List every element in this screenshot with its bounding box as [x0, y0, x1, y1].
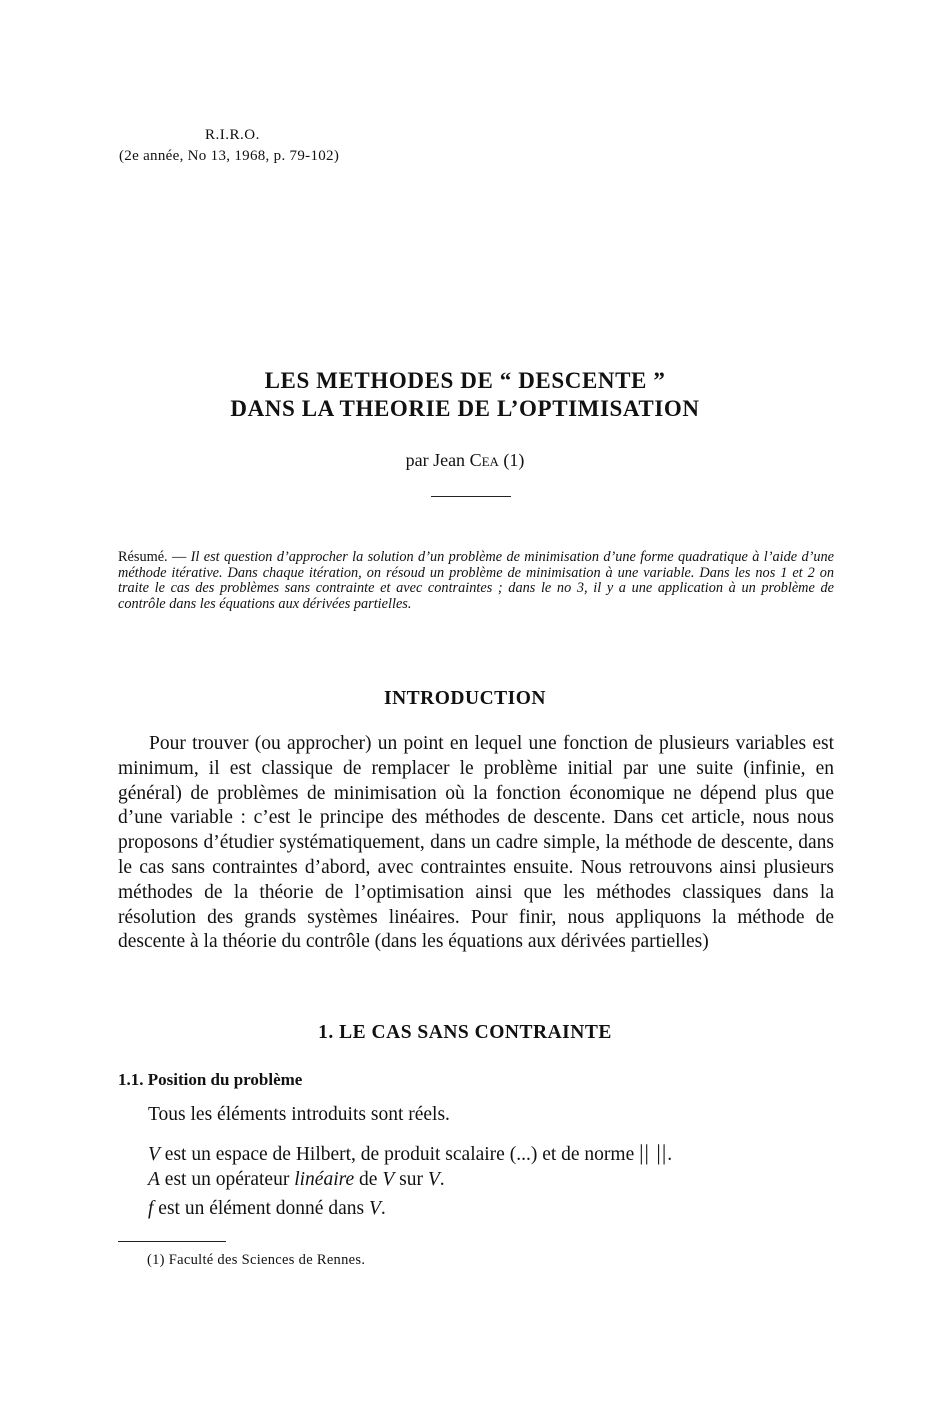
- abstract-label: Résumé. —: [118, 549, 191, 565]
- symbol-f: f: [148, 1198, 154, 1219]
- introduction-paragraph: Pour trouver (ou approcher) un point en lequel une fonction de plusieurs variables est minimum, il est classique de remplacer le problème initial par une suite (infinie, en général) de problèmes de minimisation où la fonction économique ne dépend plus que d’une variable : c’est le principe des méthodes de descente. Dans cet article, nous nous proposons d’étudier systématiquement, dans un cadre simple, la méthode de descente, dans le cas sans contraintes d’abord, avec contraintes ensuite. Nous retrouvons ainsi plusieurs méthodes de la théorie de l’optimisation ainsi que les méthodes classiques dans la résolution des grands systèmes linéaires. Pour finir, nous appliquons la méthode de descente à la théorie du contrôle (dans les équations aux dérivées partielles): [118, 733, 834, 953]
- statement-text: de: [354, 1169, 383, 1190]
- symbol-v: V: [148, 1144, 160, 1165]
- abstract-text: Il est question d’approcher la solution d’un problème de minimisation d’une forme quadratique à l’aide d’une méthode itérative. Dans chaque itération, on résoud un problème de minimisation à une variable. Dans les nos 1 et 2 on traite le cas des problèmes sans contrainte et avec contraintes ; dans le no 3, il y a une application à un problème de contrôle dans les équations aux dérivées partielles.: [118, 549, 834, 612]
- statement-element-f: [148, 1198, 386, 1220]
- introduction-body: [118, 732, 834, 955]
- statement-text: sur: [394, 1169, 428, 1190]
- abstract: [118, 550, 834, 612]
- statement-text: est un élément donné dans: [153, 1198, 369, 1219]
- statement-operator: [148, 1169, 445, 1191]
- statement-real-elements: Tous les éléments introduits sont réels.: [148, 1104, 450, 1125]
- statement-end: .: [380, 1198, 386, 1219]
- author-footnote-mark: (1): [503, 450, 525, 470]
- author-prefix: par Jean: [405, 450, 466, 470]
- statement-hilbert-space: [148, 1140, 672, 1166]
- symbol-v: V: [382, 1169, 395, 1190]
- norm-symbol: || ||: [639, 1140, 668, 1165]
- symbol-v: V: [368, 1198, 381, 1219]
- statement-text: est un espace de Hilbert, de produit scalaire (...) et de norme: [159, 1144, 640, 1165]
- title-line-2: DANS LA THEORIE DE L’OPTIMISATION: [230, 396, 700, 421]
- symbol-v: V: [427, 1169, 440, 1190]
- statement-text: est un opérateur: [159, 1169, 295, 1190]
- title-line-1: LES METHODES DE “ DESCENTE ”: [264, 368, 666, 393]
- footnote: (1) Faculté des Sciences de Rennes.: [147, 1252, 366, 1268]
- title-separator: [431, 496, 511, 497]
- section-1-heading: 1. LE CAS SANS CONTRAINTE: [318, 1022, 612, 1043]
- journal-name: R.I.R.O.: [205, 127, 260, 143]
- issue-info: (2e année, No 13, 1968, p. 79-102): [119, 148, 340, 164]
- author-name: Cea: [469, 450, 499, 470]
- subsection-heading: 1.1. Position du problème: [118, 1070, 303, 1089]
- author-line: [0, 450, 930, 471]
- word-lineaire: linéaire: [294, 1169, 355, 1190]
- statement-end: .: [439, 1169, 445, 1190]
- statement-end: .: [667, 1144, 673, 1165]
- symbol-a: A: [148, 1169, 160, 1190]
- introduction-heading: INTRODUCTION: [383, 688, 547, 709]
- footnote-rule: [118, 1241, 226, 1242]
